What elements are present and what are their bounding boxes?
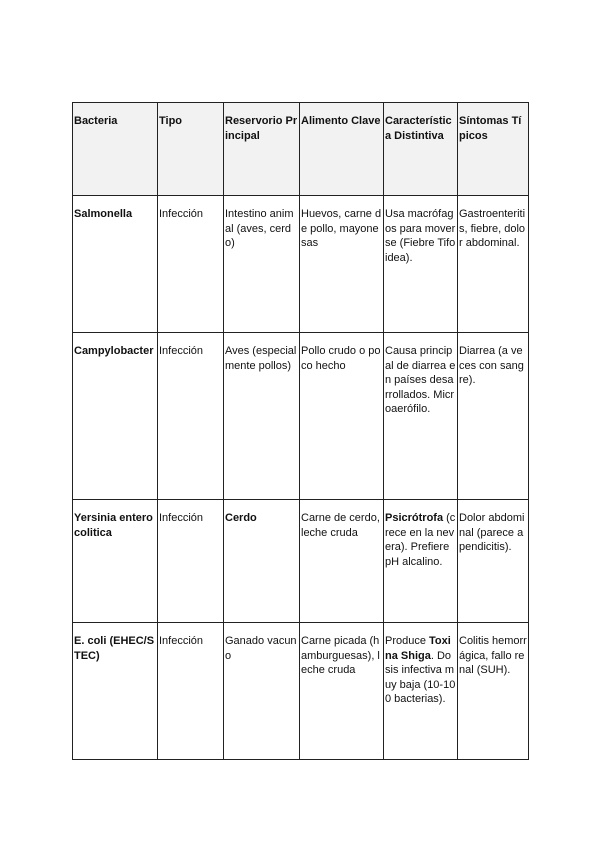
table-row	[73, 623, 529, 760]
table-row	[73, 196, 529, 333]
cell-sintomas: Dolor abdominal (parece apendicitis).	[458, 500, 529, 623]
bacteria-table	[72, 102, 529, 760]
cell-sintomas: Colitis hemorrágica, fallo renal (SUH).	[458, 623, 529, 760]
table-header-row	[73, 103, 529, 196]
cell-reservorio: Ganado vacuno	[224, 623, 300, 760]
header-alimento: Alimento Clave	[300, 103, 384, 196]
cell-sintomas: Diarrea (a veces con sangre).	[458, 333, 529, 500]
cell-alimento: Carne de cerdo, leche cruda	[300, 500, 384, 623]
header-bacteria: Bacteria	[73, 103, 158, 196]
table-row	[73, 500, 529, 623]
cell-reservorio: Intestino animal (aves, cerdo)	[224, 196, 300, 333]
cell-reservorio: Cerdo	[224, 500, 300, 623]
caracteristica-text-after: (crece en la nevera). Prefiere pH alcalino.	[385, 512, 456, 568]
caracteristica-bold: Toxina Shiga	[385, 635, 451, 662]
header-tipo: Tipo	[158, 103, 224, 196]
cell-tipo: Infección	[158, 196, 224, 333]
caracteristica-text: Produce	[385, 635, 430, 647]
cell-caracteristica	[384, 333, 458, 500]
cell-alimento: Huevos, carne de pollo, mayonesas	[300, 196, 384, 333]
cell-bacteria: E. coli (EHEC/STEC)	[73, 623, 158, 760]
cell-tipo: Infección	[158, 333, 224, 500]
cell-alimento: Carne picada (hamburguesas), leche cruda	[300, 623, 384, 760]
cell-caracteristica	[384, 500, 458, 623]
cell-caracteristica	[384, 196, 458, 333]
cell-reservorio: Aves (especialmente pollos)	[224, 333, 300, 500]
caracteristica-text-after: . Dosis infectiva muy baja (10-100 bacterias).	[385, 649, 456, 705]
cell-bacteria: Yersinia enterocolitica	[73, 500, 158, 623]
caracteristica-text: Causa principal de diarrea en países desarrollados. Microaerófilo.	[385, 345, 456, 415]
cell-bacteria: Salmonella	[73, 196, 158, 333]
caracteristica-text: Usa macrófagos para moverse (Fiebre Tifoidea).	[385, 208, 456, 264]
cell-bacteria: Campylobacter	[73, 333, 158, 500]
table-row	[73, 333, 529, 500]
cell-tipo: Infección	[158, 623, 224, 760]
cell-tipo: Infección	[158, 500, 224, 623]
caracteristica-bold: Psicrótrofa	[385, 512, 444, 524]
header-reservorio: Reservorio Principal	[224, 103, 300, 196]
cell-alimento: Pollo crudo o poco hecho	[300, 333, 384, 500]
header-caracteristica: Característica Distintiva	[384, 103, 458, 196]
header-sintomas: Síntomas Típicos	[458, 103, 529, 196]
cell-sintomas: Gastroenteritis, fiebre, dolor abdominal.	[458, 196, 529, 333]
cell-caracteristica	[384, 623, 458, 760]
